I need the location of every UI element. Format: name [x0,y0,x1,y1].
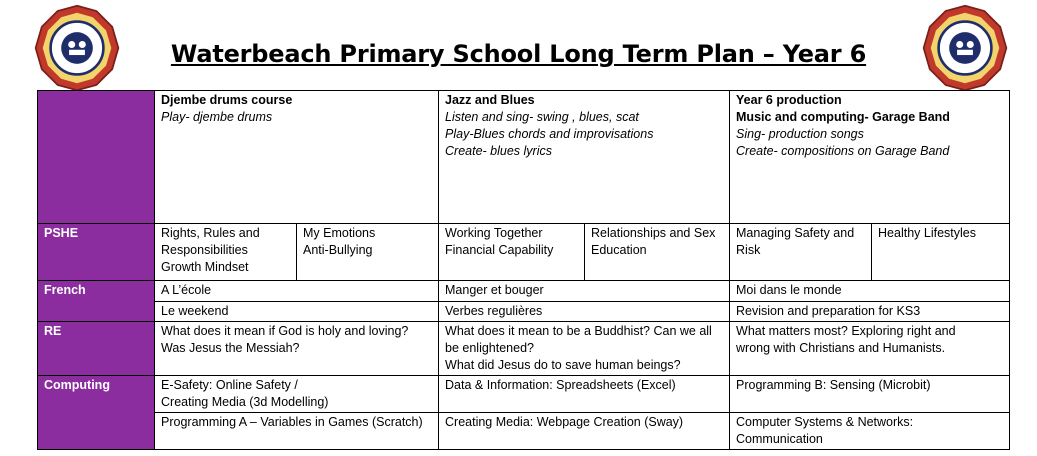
music-autumn-heading: Djembe drums course [161,93,293,107]
pshe-topic: Working Together [445,226,543,240]
pshe-subject-cell: PSHE [38,224,155,281]
french-cell: Verbes regulières [439,302,730,322]
computing-cell [439,413,730,450]
music-spring-line: Listen and sing- swing , blues, scat [445,110,639,124]
re-question: be enlightened? [445,341,534,355]
pshe-autumn1-cell [155,224,297,281]
pshe-topic: Managing Safety and [736,226,855,240]
music-spring-line: Create- blues lyrics [445,144,552,158]
re-autumn-cell [155,322,439,376]
re-question: What does it mean if God is holy and loving? [161,324,409,338]
pshe-summer1-cell [730,224,872,281]
music-summer-line: Sing- production songs [736,127,864,141]
pshe-topic: My Emotions [303,226,376,240]
computing-cell [155,376,439,413]
french-row-1 [38,281,1010,302]
computing-cell [730,413,1010,450]
french-subject-cell: French [38,281,155,322]
pshe-spring2-cell [585,224,730,281]
french-row-2 [38,302,1010,322]
computing-cell [730,376,1010,413]
pshe-topic: Growth Mindset [161,260,249,274]
music-autumn-line: Play- djembe drums [161,110,273,124]
pshe-topic: Risk [736,243,761,257]
computing-unit: Data & Information: Spreadsheets (Excel) [445,378,676,392]
pshe-spring1-cell [439,224,585,281]
pshe-topic: Responsibilities [161,243,248,257]
music-row [38,91,1010,224]
computing-subject-cell: Computing [38,376,155,450]
re-subject-cell: RE [38,322,155,376]
french-cell: Le weekend [155,302,439,322]
pshe-topic: Financial Capability [445,243,554,257]
re-question: Was Jesus the Messiah? [161,341,300,355]
music-spring-heading: Jazz and Blues [445,93,535,107]
music-autumn-cell [155,91,439,224]
french-cell: Moi dans le monde [730,281,1010,302]
music-subject-cell [38,91,155,224]
long-term-plan-table [37,90,1010,450]
music-summer-subheading: Music and computing- Garage Band [736,110,950,124]
music-summer-cell [730,91,1010,224]
re-summer-cell [730,322,1010,376]
re-question: What does it mean to be a Buddhist? Can we all [445,324,712,338]
computing-cell [439,376,730,413]
pshe-topic: Anti-Bullying [303,243,373,257]
re-question: wrong with Christians and Humanists. [736,341,946,355]
re-question: What matters most? Exploring right and [736,324,956,338]
computing-unit: Programming B: Sensing (Microbit) [736,378,931,392]
french-cell: A L’école [155,281,439,302]
computing-unit: Computer Systems & Networks: [736,415,914,429]
pshe-topic: Education [591,243,647,257]
pshe-topic: Relationships and Sex [591,226,716,240]
music-summer-heading: Year 6 production [736,93,842,107]
pshe-topic: Healthy Lifestyles [878,226,976,240]
pshe-summer2-cell [872,224,1010,281]
computing-unit: Programming A – Variables in Games (Scratch) [161,415,423,429]
french-cell: Revision and preparation for KS3 [730,302,1010,322]
computing-cell [155,413,439,450]
computing-unit: E-Safety: Online Safety / [161,378,298,392]
computing-unit: Creating Media: Webpage Creation (Sway) [445,415,684,429]
computing-unit: Creating Media (3d Modelling) [161,395,329,409]
re-spring-cell [439,322,730,376]
french-cell: Manger et bouger [439,281,730,302]
computing-row-1 [38,376,1010,413]
pshe-topic: Rights, Rules and [161,226,260,240]
page-title: Waterbeach Primary School Long Term Plan – Year 6 [170,40,867,68]
music-spring-cell [439,91,730,224]
music-spring-line: Play-Blues chords and improvisations [445,127,654,141]
music-summer-line: Create- compositions on Garage Band [736,144,950,158]
pshe-row [38,224,1010,281]
computing-row-2 [38,413,1010,450]
computing-unit: Communication [736,432,823,446]
pshe-autumn2-cell [297,224,439,281]
re-question: What did Jesus do to save human beings? [445,358,681,372]
re-row [38,322,1010,376]
